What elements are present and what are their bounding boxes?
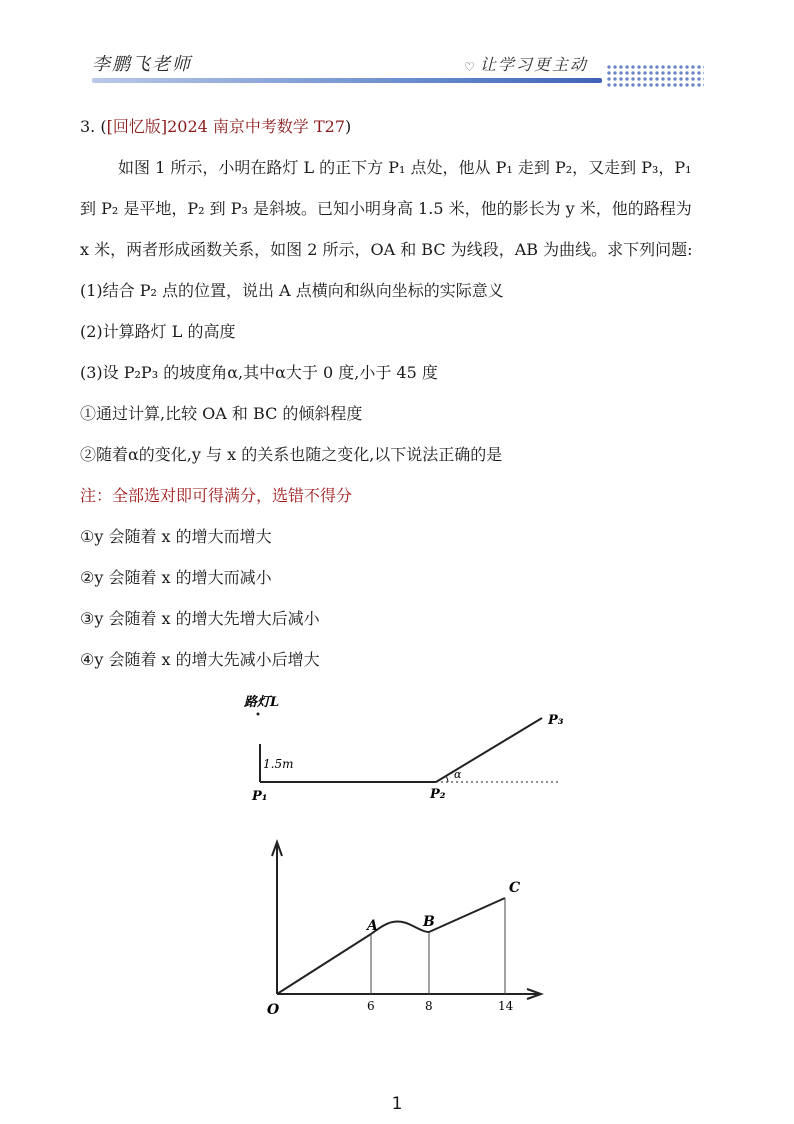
tick-label-8: 8 — [425, 999, 433, 1013]
intro-line-1: 如图 1 所示，小明在路灯 L 的正下方 P₁ 点处，他从 P₁ 走到 P₂，又走到 P₃，P₁ — [118, 158, 692, 177]
option-2: ②y 会随着 x 的增大而减小 — [80, 568, 272, 587]
point-c-label: C — [509, 880, 521, 896]
heart-icon: ♡ — [464, 60, 475, 74]
problem-title — [80, 114, 351, 137]
point-p2-label: P₂ — [430, 787, 446, 802]
curve-ab — [371, 921, 429, 934]
intro-line-2: 到 P₂ 是平地，P₂ 到 P₃ 是斜坡。已知小明身高 1.5 米，他的影长为 y 米，他的路程为 — [80, 199, 692, 218]
question-3: (3)设 P₂P₃ 的坡度角α,其中α大于 0 度,小于 45 度 — [80, 363, 438, 382]
question-3-part-1: ①通过计算,比较 OA 和 BC 的倾斜程度 — [80, 404, 363, 423]
lamp-label: 路灯L — [244, 695, 280, 710]
height-label: 1.5m — [263, 757, 294, 771]
lamp-dot — [257, 713, 260, 716]
figure-2-graph — [255, 830, 555, 1025]
problem-close: ) — [345, 117, 352, 136]
angle-arc — [446, 776, 448, 782]
option-1: ①y 会随着 x 的增大而增大 — [80, 527, 272, 546]
slope-line — [436, 718, 542, 782]
option-3: ③y 会随着 x 的增大先增大后减小 — [80, 609, 320, 628]
segment-bc — [429, 898, 505, 932]
problem-number: 3. ( — [80, 117, 107, 136]
point-p3-label: P₃ — [548, 713, 564, 728]
question-2: (2)计算路灯 L 的高度 — [80, 322, 236, 341]
question-1: (1)结合 P₂ 点的位置，说出 A 点横向和纵向坐标的实际意义 — [80, 281, 504, 300]
tick-label-6: 6 — [367, 999, 375, 1013]
header-slogan: 让学习更主动 — [480, 55, 589, 74]
header-dot-pattern — [606, 64, 704, 88]
origin-label: O — [267, 1002, 280, 1018]
note-text: 注：全部选对即可得满分，选错不得分 — [80, 486, 353, 505]
question-3-part-2: ②随着α的变化,y 与 x 的关系也随之变化,以下说法正确的是 — [80, 445, 503, 464]
intro-line-3: x 米，两者形成函数关系，如图 2 所示，OA 和 BC 为线段，AB 为曲线。求下列问题: — [80, 240, 693, 259]
option-4: ④y 会随着 x 的增大先减小后增大 — [80, 650, 320, 669]
header-teacher-name: 李鹏飞老师 — [92, 54, 192, 75]
point-p1-label: P₁ — [252, 789, 268, 804]
figure-1-diagram — [230, 690, 590, 820]
tick-label-14: 14 — [498, 999, 514, 1013]
segment-oa — [277, 934, 371, 994]
problem-source: [回忆版]2024 南京中考数学 T27 — [106, 117, 346, 136]
point-a-label: A — [367, 918, 378, 934]
page-number: 1 — [391, 1094, 403, 1114]
point-b-label: B — [423, 914, 435, 930]
header-divider — [92, 78, 602, 83]
angle-label: α — [454, 768, 462, 781]
